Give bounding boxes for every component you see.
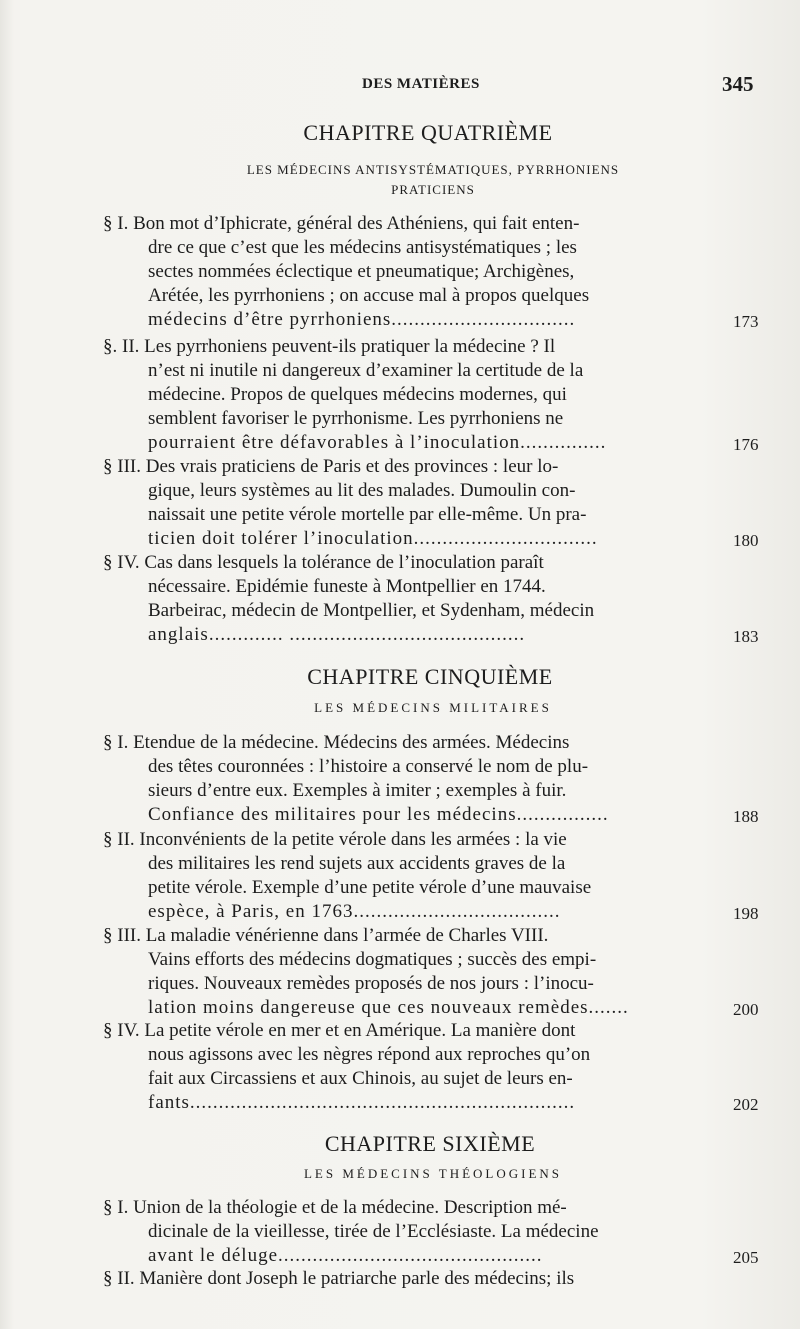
entry-line: § II. Manière dont Joseph le patriarche parle des médecins; ils: [103, 1268, 575, 1289]
entry-line: fants...................................................................: [148, 1092, 576, 1113]
entry-line: naissait une petite vérole mortelle par elle-même. Un pra-: [148, 504, 587, 525]
entry-line: des militaires les rend sujets aux accidents graves de la: [148, 853, 566, 874]
entry-line: dicinale de la vieillesse, tirée de l’Ecclésiaste. La médecine: [148, 1221, 599, 1242]
entry-page-ref: 173: [733, 312, 759, 331]
entry-page-ref: 188: [733, 807, 759, 826]
chapter-subtitle: LES MÉDECINS ANTISYSTÉMATIQUES, PYRRHONIENS: [246, 162, 620, 177]
entry-line: riques. Nouveaux remèdes proposés de nos jours : l’inocu-: [148, 973, 594, 994]
entry-line: § I. Etendue de la médecine. Médecins des armées. Médecins: [103, 732, 570, 753]
entry-page-ref: 200: [733, 1000, 759, 1019]
entry-line: des têtes couronnées : l’histoire a conservé le nom de plu-: [148, 756, 589, 777]
entry-page-ref: 198: [733, 904, 759, 923]
entry-line: Arétée, les pyrrhoniens ; on accuse mal à propos quelques: [148, 285, 590, 306]
entry-line: nous agissons avec les nègres répond aux reproches qu’on: [148, 1044, 591, 1065]
entry-line: sieurs d’entre eux. Exemples à imiter ; exemples à fuir.: [148, 780, 567, 801]
running-header: [0, 72, 800, 104]
entry-page-ref: 180: [733, 531, 759, 550]
entry-line: Confiance des militaires pour les médecins................: [148, 804, 609, 825]
entry-line: § I. Bon mot d’Iphicrate, général des Athéniens, qui fait enten-: [103, 213, 580, 234]
running-title: DES MATIÈRES: [362, 76, 480, 92]
entry-line: nécessaire. Epidémie funeste à Montpellier en 1744.: [148, 576, 546, 597]
chapter-subtitle: PRATICIENS: [391, 182, 475, 197]
chapter-subtitle: LES MÉDECINS MILITAIRES: [314, 700, 552, 715]
entry-line: fait aux Circassiens et aux Chinois, au sujet de leurs en-: [148, 1068, 573, 1089]
entry-line: Vains efforts des médecins dogmatiques ; succès des empi-: [148, 949, 597, 970]
chapter-title: CHAPITRE CINQUIÈME: [307, 664, 553, 689]
entry-page-ref: 176: [733, 435, 759, 454]
entry-line: Barbeirac, médecin de Montpellier, et Sydenham, médecin: [148, 600, 595, 621]
entry-line: pourraient être défavorables à l’inoculation...............: [148, 432, 607, 453]
chapter-title: CHAPITRE SIXIÈME: [324, 1131, 536, 1156]
entry-line: médecins d’être pyrrhoniens................................: [148, 309, 576, 330]
entry-page-ref: 202: [733, 1095, 759, 1114]
entry-line: anglais............. .........................................: [148, 624, 526, 645]
chapter-title: CHAPITRE QUATRIÈME: [303, 120, 553, 145]
entry-line: §. II. Les pyrrhoniens peuvent-ils pratiquer la médecine ? Il: [103, 336, 556, 357]
entry-line: ticien doit tolérer l’inoculation................................: [148, 528, 598, 549]
entry-line: médecine. Propos de quelques médecins modernes, qui: [148, 384, 567, 405]
entry-line: semblent favoriser le pyrrhonisme. Les pyrrhoniens ne: [148, 408, 564, 429]
page-number: 345: [722, 72, 754, 96]
entry-line: § IV. Cas dans lesquels la tolérance de l’inoculation paraît: [103, 552, 544, 573]
entry-page-ref: 205: [733, 1248, 759, 1267]
entry-page-ref: 183: [733, 627, 759, 646]
entry-line: n’est ni inutile ni dangereux d’examiner la certitude de la: [148, 360, 584, 381]
entry-line: § III. Des vrais praticiens de Paris et des provinces : leur lo-: [103, 456, 559, 477]
entry-line: § I. Union de la théologie et de la médecine. Description mé-: [103, 1197, 567, 1218]
chapter-subtitle: LES MÉDECINS THÉOLOGIENS: [303, 1166, 563, 1181]
entry-line: avant le déluge..............................................: [148, 1245, 543, 1266]
entry-line: dre ce que c’est que les médecins antisystématiques ; les: [148, 237, 577, 258]
entry-line: petite vérole. Exemple d’une petite vérole d’une mauvaise: [148, 877, 592, 898]
entry-line: § III. La maladie vénérienne dans l’armée de Charles VIII.: [103, 925, 549, 946]
entry-line: sectes nommées éclectique et pneumatique; Archigènes,: [148, 261, 575, 282]
entry-line: gique, leurs systèmes au lit des malades. Dumoulin con-: [148, 480, 576, 501]
entry-line: espèce, à Paris, en 1763....................................: [148, 901, 561, 922]
entry-line: lation moins dangereuse que ces nouveaux remèdes.......: [148, 997, 629, 1018]
entry-line: § IV. La petite vérole en mer et en Amérique. La manière dont: [103, 1020, 576, 1041]
entry-line: § II. Inconvénients de la petite vérole dans les armées : la vie: [103, 829, 567, 850]
